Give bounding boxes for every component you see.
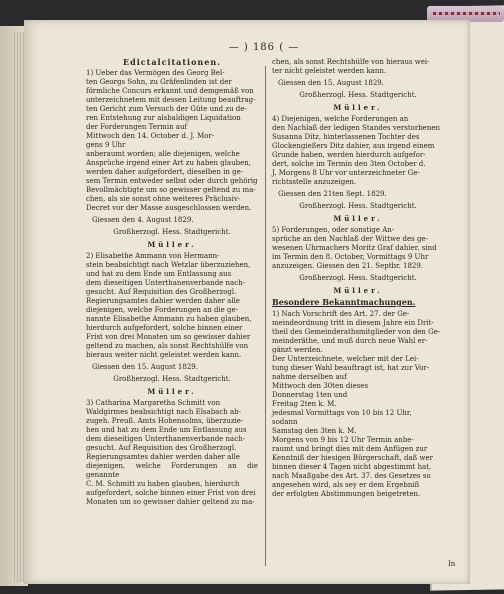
right-column-para: 5) Forderungen, oder sonstige An- sprüche an den Nachlaß der Wittwe des ge- wesenen Uhrmachers Moritz Graf dahier, sind im Termin den 8. October, Vormittags 9 Uhr anzuzeigen. Giessen den 21. Septbr. 1829. bbox=[272, 226, 437, 270]
left-column-date: Giessen den 15. August 1829. bbox=[92, 363, 198, 371]
right-column-date: Giessen den 15. August 1829. bbox=[278, 79, 384, 87]
right-column-sig: Müller. bbox=[333, 103, 383, 112]
right-column-para: 1) Nach Vorschrift des Art. 27. der Ge- meindeordnung tritt in diesem Jahre ein Drit- theil des Gemeinderathsmitglieder von den Ge- meinderäthe, und muß durch neue Wahl er- gänzt werden. Der Unterzeichnete, welcher mit der Lei- tung dieser Wahl beauftragt ist, hat zur Vor- nahme derselben auf Mittwoch den 30ten dieses Donnerstag 1ten und Freitag 2ten k. M. jedesmal Vormittags von 10 bis 12 Uhr, sodann Samstag den 3ten k. M. Morgens von 9 bis 12 Uhr Termin anbe- raumt und bringt dies mit dem Anfügen zur Kenntniß der hiesigen Bürgerschaft, daß wer binnen dieser 4 Tagen nicht abgestimmt hat, nach Maaßgabe des Art. 37. des Gesetzes so angesehen wird, als sey er dem Ergebniß der erfolgten Abstimmungen beigetreten. bbox=[272, 310, 441, 498]
left-column-auth: Großherzogl. Hess. Stadtgericht. bbox=[113, 228, 231, 236]
right-column-auth: Großherzogl. Hess. Stadtgericht. bbox=[299, 202, 417, 210]
left-column bbox=[86, 58, 258, 510]
left-column-auth: Großherzogl. Hess. Stadtgericht. bbox=[113, 375, 231, 383]
right-column-para: chen, als sonst Rechtshülfe von hieraus wei- ter nicht geleistet werden kann. bbox=[272, 58, 430, 75]
left-column-date: Giessen den 4. August 1829. bbox=[92, 216, 194, 224]
right-column-auth: Großherzogl. Hess. Stadtgericht. bbox=[299, 274, 417, 282]
left-column-para: 3) Catharina Margaretha Schmitt von Waldgirmes beabsichtigt nach Elsabach ab- zugeh. Preuß. Amts Hohensolms, überzuzie- hen und hat zu dem Ende um Entlassung aus dem dieseitigen Unterthanenverbande nach- gesucht. Auf Requisition des Großherzogl. Regierungsamtes dahier werden daher alle diejenigen, welche Forderungen an die genannte C. M. Schmitt zu haben glauben, hierdurch aufgefordert, solche binnen einer Frist von drei Monaten um so gewisser dahier geltend zu ma- bbox=[86, 399, 258, 506]
right-column-auth: Großherzogl. Hess. Stadtgericht. bbox=[299, 91, 417, 99]
book-page bbox=[24, 20, 470, 584]
column-divider bbox=[265, 66, 266, 566]
left-column-head: Edictalcitationen. bbox=[123, 57, 221, 67]
left-column-sig: Müller. bbox=[147, 387, 197, 396]
right-column-section: Besondere Bekanntmachungen. bbox=[272, 297, 416, 307]
right-column-date: Giessen den 21ten Sept. 1829. bbox=[278, 190, 387, 198]
catchword: In bbox=[448, 560, 456, 568]
right-column-para: 4) Diejenigen, welche Forderungen an den Nachlaß der ledigen Standes verstorbenen Susanna Ditz, hinterlassenen Tochter des Glockengießers Ditz dahier, aus irgend einem Grunde haben, werden hierdurch aufgefor- dert, solche im Termin den 3ten October d. J. Morgens 8 Uhr vor unterzeichneter Ge- richtsstelle anzuzeigen. bbox=[272, 115, 440, 186]
left-column-para: 2) Elisabethe Ammann von Hermann- stein beabsichtigt nach Wetzlar überzuziehen, und hat zu dem Ende um Entlassung aus dem dieseitigen Unterthanenverbande nach- gesucht. Auf Requisition des Großherzogl. Regierungsamtes dahier werden daher alle diejenigen, welche Forderungen an die ge- nannte Elisabethe Ammann zu haben glauben, hierdurch aufgefordert, solche binnen einer Frist von drei Monaten um so gewisser dahier geltend zu machen, als sonst Rechtshülfe von hieraus weiter nicht geleistet werden kann. bbox=[86, 252, 252, 359]
right-column bbox=[272, 58, 444, 502]
page-edges bbox=[12, 32, 24, 582]
right-column-sig: Müller. bbox=[333, 286, 383, 295]
right-column-sig: Müller. bbox=[333, 214, 383, 223]
left-column-sig: Müller. bbox=[147, 240, 197, 249]
page-number: — ) 186 ( — bbox=[228, 42, 300, 53]
left-column-para: 1) Ueber das Vermögen des Georg Bel- ten Georgs Sohn, zu Gräfenlinden ist der förmliche Concurs erkannt und demgemäß von unterzeichnetem mit dessen Leitung beauftrag- ten Gericht zum Versuch der Güte und zu de- ren Entstehung zur alsbaldigen Liquidation der Forderungen Termin auf Mittwoch den 14. October d. J. Mor- gens 9 Uhr anberaumt worden; alle diejenigen, welche Ansprüche irgend einer Art zu haben glauben, werden daher aufgefordert, dieselben in ge- sem Termin entweder selbst oder durch gehörig Bevollmächtigte um so gewisser geltend zu ma- chen, als sie sonst ohne weiteres Präclusiv- Decret vor der Masse ausgeschlossen werden. bbox=[86, 69, 258, 212]
